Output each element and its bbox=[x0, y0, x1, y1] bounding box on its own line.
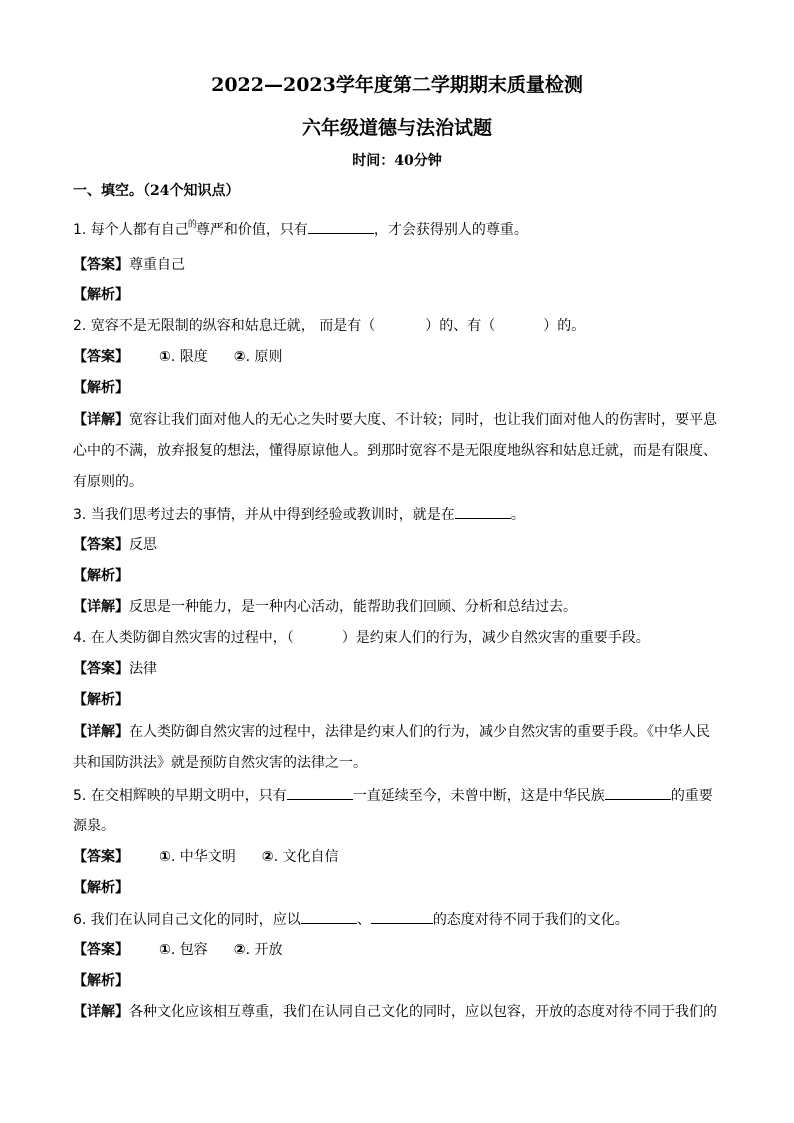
question-2: 2. 宽容不是无限制的纵容和姑息迁就， 而是有（ ）的、有（ ）的。 bbox=[73, 318, 586, 334]
blank bbox=[371, 909, 433, 924]
blank bbox=[287, 785, 353, 800]
answer-4: 【答案】法律 bbox=[73, 661, 157, 677]
question-6: 6. 我们在认同自己文化的同时，应以 、 的态度对待不同于我们的文化。 bbox=[73, 909, 723, 930]
detail-4-line-1: 【详解】在人类防御自然灾害的过程中，法律是约束人们的行为，减少自然灾害的重要手段。《中华人民 bbox=[73, 724, 710, 740]
blank bbox=[605, 785, 671, 800]
analysis-3: 【解析】 bbox=[73, 568, 129, 584]
blank bbox=[455, 504, 511, 519]
section-heading: 一、填空。（24个知识点） bbox=[73, 183, 240, 199]
analysis-4: 【解析】 bbox=[73, 692, 129, 708]
analysis-2: 【解析】 bbox=[73, 380, 129, 396]
detail-4-line-2: 共和国防洪法》就是预防自然灾害的法律之一。 bbox=[73, 755, 367, 771]
detail-6: 【详解】各种文化应该相互尊重，我们在认同自己文化的同时，应以包容，开放的态度对待不同于我们的 bbox=[73, 1004, 717, 1020]
detail-2-line-2: 心中的不满，放弃报复的想法，懂得原谅他人。到那时宽容不是无限度地纵容和姑息迁就，而是有限度、 bbox=[73, 443, 717, 459]
question-4: 4. 在人类防御自然灾害的过程中，（ ）是约束人们的行为，减少自然灾害的重要手段。 bbox=[73, 630, 650, 646]
analysis-6: 【解析】 bbox=[73, 973, 129, 989]
detail-2-line-3: 有原则的。 bbox=[73, 474, 143, 490]
analysis-5: 【解析】 bbox=[73, 880, 129, 896]
detail-2-line-1: 【详解】宽容让我们面对他人的无心之失时要大度、不计较；同时，也让我们面对他人的伤害时，要平息 bbox=[73, 412, 717, 428]
blank bbox=[308, 219, 374, 234]
answer-5: 【答案】 ①. 中华文明 ②. 文化自信 bbox=[73, 849, 339, 865]
exam-title: 2022—2023学年度第二学期期末质量检测 bbox=[211, 74, 583, 96]
question-5: 5. 在交相辉映的早期文明中，只有 一直延续至今，未曾中断，这是中华民族 的重要 bbox=[73, 785, 723, 806]
detail-3: 【详解】反思是一种能力，是一种内心活动，能帮助我们回顾、分析和总结过去。 bbox=[73, 599, 577, 615]
question-3: 3. 当我们思考过去的事情，并从中得到经验或教训时，就是在 。 bbox=[73, 504, 723, 525]
answer-1: 【答案】尊重自己 bbox=[73, 257, 185, 273]
question-1: 1. 每个人都有自己$^的$尊严和价值，只有 ，才会获得别人的尊重。 bbox=[73, 220, 528, 238]
analysis-1: 【解析】 bbox=[73, 287, 129, 303]
exam-subtitle: 六年级道德与法治试题 bbox=[301, 117, 492, 139]
answer-6: 【答案】 ①. 包容 ②. 开放 bbox=[73, 942, 283, 958]
answer-2: 【答案】 ①. 限度 ②. 原则 bbox=[73, 349, 283, 365]
answer-3: 【答案】反思 bbox=[73, 537, 157, 553]
question-5-cont: 源泉。 bbox=[73, 818, 115, 834]
blank bbox=[301, 909, 357, 924]
exam-time: 时间：40分钟 bbox=[352, 153, 442, 169]
